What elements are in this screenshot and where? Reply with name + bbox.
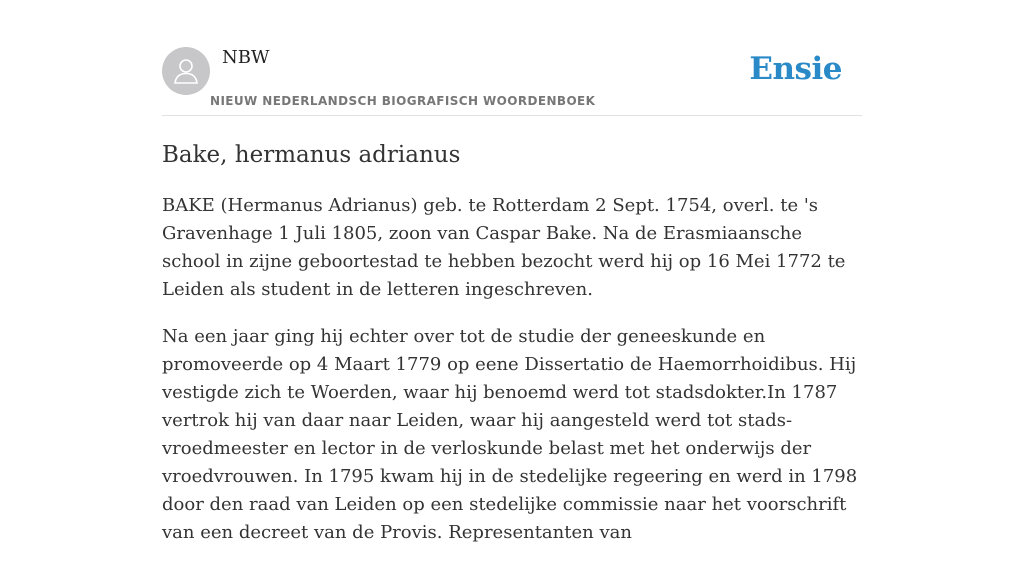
article-body <box>162 192 862 566</box>
publication-subtitle: NIEUW NEDERLANDSCH BIOGRAFISCH WOORDENBOEK <box>210 94 596 108</box>
publication-header <box>162 0 862 116</box>
user-silhouette-icon <box>171 56 201 86</box>
article-paragraph: Na een jaar ging hij echter over tot de studie der geneeskunde en promoveerde op 4 Maart 1779 op eene Dissertatio de Haemorrhoidibus. Hij vestigde zich te Woerden, waar hij benoemd werd tot stadsdokter.In 1787 vertrok hij van daar naar Leiden, waar hij aangesteld werd tot stads-vroedmeester en lector in de verloskunde belast met het onderwijs der vroedvrouwen. In 1795 kwam hij in de stedelijke regeering en werd in 1798 door den raad van Leiden op een stedelijke commissie naar het voorschrift van een decreet van de Provis. Representanten van <box>162 326 858 543</box>
publication-name[interactable]: NBW <box>222 47 270 68</box>
page <box>162 0 862 543</box>
ensie-logo-link[interactable]: Ensie <box>749 51 842 87</box>
article-title: Bake, hermanus adrianus <box>162 142 461 168</box>
article-paragraph: BAKE (Hermanus Adrianus) geb. te Rotterdam 2 Sept. 1754, overl. te 's Gravenhage 1 Juli 1805, zoon van Caspar Bake. Na de Erasmiaansche school in zijne geboortestad te hebben bezocht werd hij op 16 Mei 1772 te Leiden als student in de letteren ingeschreven. <box>162 195 846 300</box>
avatar[interactable] <box>162 47 210 95</box>
